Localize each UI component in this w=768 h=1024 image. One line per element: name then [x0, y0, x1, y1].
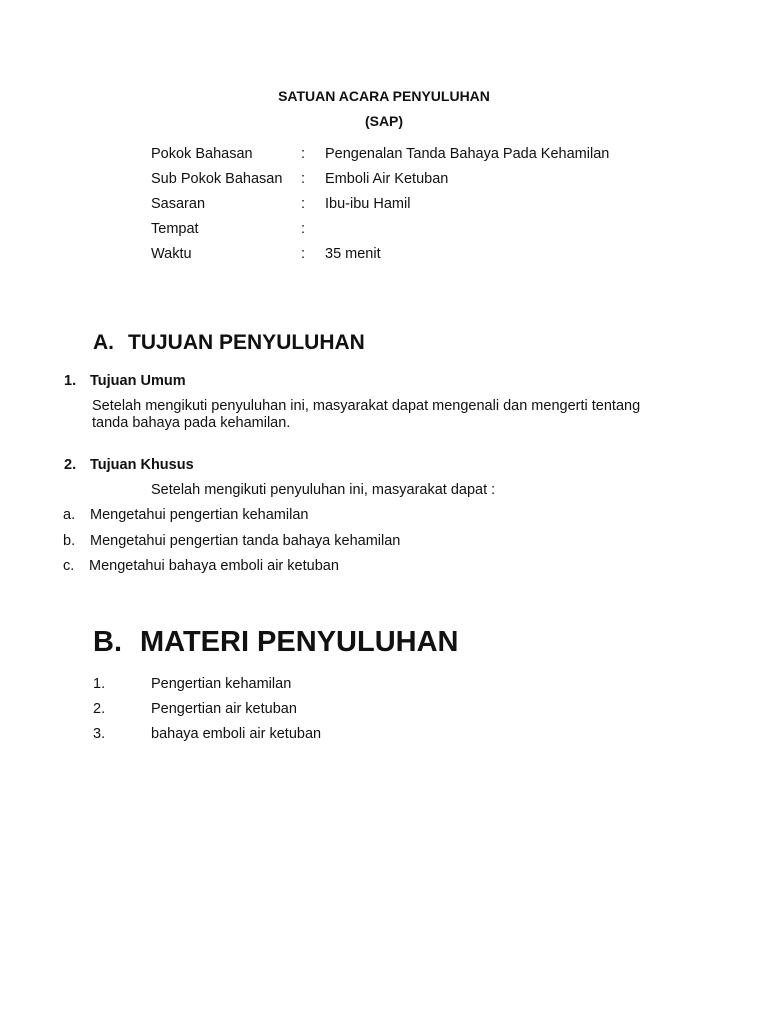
tujuan-khusus-number: 2. [64, 457, 77, 473]
document-title: SATUAN ACARA PENYULUHAN [278, 88, 490, 104]
info-colon: : [301, 221, 306, 237]
info-label: Sasaran [151, 196, 206, 212]
list-item-marker: b. [63, 533, 76, 549]
materi-item: Pengertian air ketuban [151, 701, 297, 717]
materi-item: Pengertian kehamilan [151, 676, 292, 692]
list-item: Mengetahui pengertian tanda bahaya kehamilan [90, 533, 401, 549]
document-subtitle: (SAP) [364, 113, 404, 129]
info-label: Waktu [151, 246, 192, 262]
list-item: Mengetahui bahaya emboli air ketuban [89, 558, 339, 574]
tujuan-khusus-intro: Setelah mengikuti penyuluhan ini, masyarakat dapat : [151, 482, 496, 498]
list-item: Mengetahui pengertian kehamilan [90, 507, 309, 523]
info-colon: : [301, 246, 306, 262]
info-colon: : [301, 196, 306, 212]
tujuan-umum-text: Setelah mengikuti penyuluhan ini, masyarakat dapat mengenali dan mengerti tentang tanda bahaya pada kehamilan. [92, 398, 641, 431]
tujuan-khusus-heading: Tujuan Khusus [90, 457, 194, 473]
info-value: 35 menit [325, 246, 381, 262]
info-value: Ibu-ibu Hamil [325, 196, 411, 212]
tujuan-umum-number: 1. [64, 373, 77, 389]
info-label: Pokok Bahasan [151, 146, 253, 162]
materi-item-number: 2. [93, 701, 106, 717]
info-label: Tempat [151, 221, 199, 237]
info-value: Pengenalan Tanda Bahaya Pada Kehamilan [325, 146, 610, 162]
section-b-letter: B. [93, 626, 122, 658]
section-b-heading: MATERI PENYULUHAN [140, 626, 459, 658]
list-item-marker: c. [63, 558, 75, 574]
info-colon: : [301, 171, 306, 187]
materi-item-number: 3. [93, 726, 106, 742]
tujuan-umum-heading: Tujuan Umum [90, 373, 186, 389]
info-label: Sub Pokok Bahasan [151, 171, 283, 187]
list-item-marker: a. [63, 507, 76, 523]
materi-item-number: 1. [93, 676, 106, 692]
section-a-letter: A. [93, 331, 114, 354]
info-colon: : [301, 146, 306, 162]
section-a-heading: TUJUAN PENYULUHAN [128, 331, 365, 354]
info-value: Emboli Air Ketuban [325, 171, 449, 187]
materi-item: bahaya emboli air ketuban [151, 726, 322, 742]
